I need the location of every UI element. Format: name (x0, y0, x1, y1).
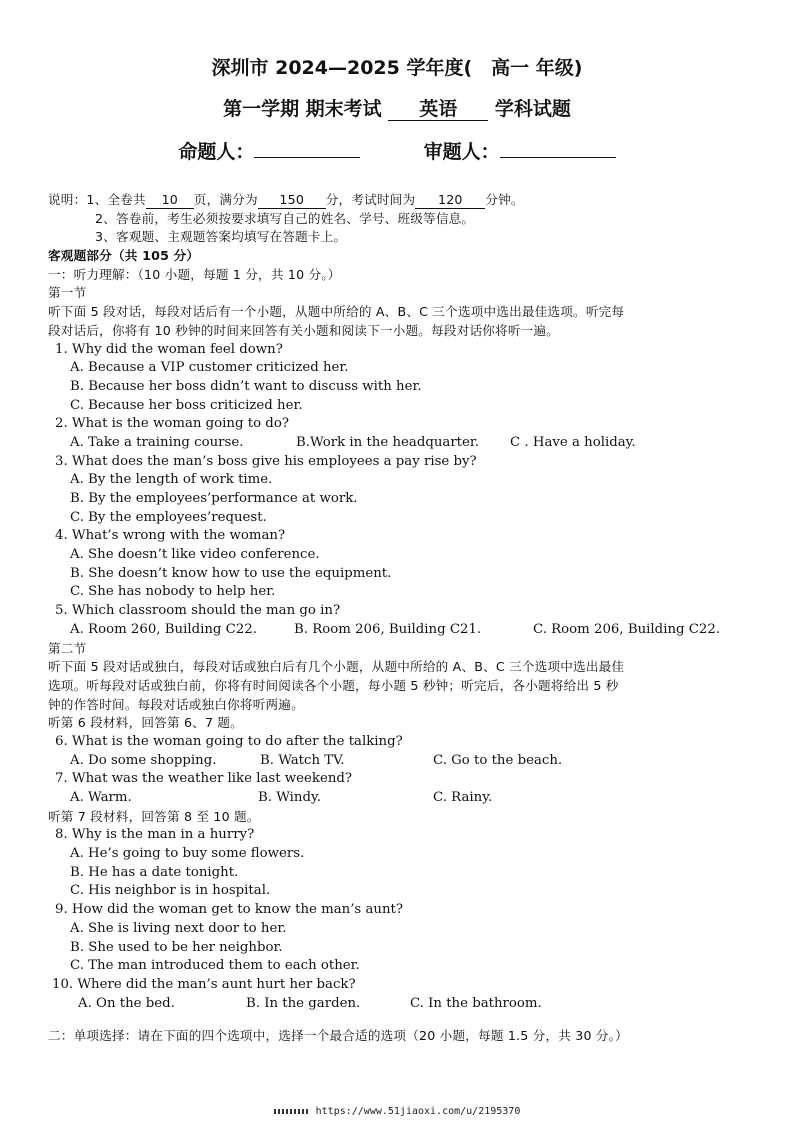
q4-option-b: B. She doesn’t know how to use the equipment. (70, 565, 392, 581)
question-2: 2. What is the woman going to do? (55, 416, 289, 432)
score-blank: 150 (258, 192, 326, 209)
q4-option-c: C. She has nobody to help her. (70, 584, 276, 600)
q2-option-c: C . Have a holiday. (510, 434, 636, 450)
section2-label: 第二节 (48, 640, 87, 656)
q1-option-c: C. Because her boss criticized her. (70, 397, 303, 413)
q9-option-b: B. She used to be her neighbor. (70, 939, 283, 955)
subtitle-prefix: 第一学期 期末考试 (223, 98, 389, 120)
instruction-1: 说明：1、全卷共 10 页，满分为 150 分，考试时间为 120 分钟。 (48, 192, 524, 207)
instruction-3: 3、客观题、主观题答案均填写在答题卡上。 (95, 229, 347, 245)
q5-options (48, 621, 748, 640)
q7-option-c: C. Rainy. (433, 790, 493, 805)
q10-options (48, 995, 748, 1014)
setter-blank (254, 157, 360, 158)
question-9: 9. How did the woman get to know the man’s aunt? (55, 902, 404, 918)
q8-option-a: A. He’s going to buy some flowers. (70, 846, 305, 862)
q6-options (48, 752, 748, 771)
section2-desc-3: 钟的作答时间。每段对话或独白你将听两遍。 (48, 696, 304, 712)
subtitle-suffix: 学科试题 (494, 98, 571, 120)
author-line (0, 139, 794, 165)
q2-option-b: B.Work in the headquarter. (296, 434, 480, 450)
q10-option-b: B. In the garden. (246, 995, 361, 1011)
part2-title: 二：单项选择：请在下面的四个选项中，选择一个最合适的选项（20 小题，每题 1.5 分，共 30 分。） (48, 1028, 628, 1044)
question-4: 4. What’s wrong with the woman? (55, 528, 286, 544)
q7-option-b: B. Windy. (258, 790, 321, 805)
subject-blank: 英语 (388, 98, 488, 121)
pages-blank: 10 (146, 192, 194, 209)
q8-option-b: B. He has a date tonight. (70, 864, 239, 880)
q4-option-a: A. She doesn’t like video conference. (70, 547, 320, 563)
section1-desc-1: 听下面 5 段对话，每段对话后有一个小题，从题中所给的 A、B、C 三个选项中选出最佳选项。听完每 (48, 304, 625, 320)
q7-option-a: A. Warm. (70, 790, 132, 805)
exam-body (48, 191, 748, 1046)
q6-option-a: A. Do some shopping. (70, 752, 217, 768)
q9-option-a: A. She is living next door to her. (70, 920, 287, 936)
q1-option-a: A. Because a VIP customer criticized her. (70, 360, 349, 376)
q5-option-a: A. Room 260, Building C22. (70, 621, 257, 637)
exam-subtitle (0, 96, 794, 122)
q5-option-c: C. Room 206, Building C22. (533, 621, 721, 637)
reviewer-label: 审题人： (423, 141, 500, 163)
q5-option-b: B. Room 206, Building C21. (294, 621, 482, 637)
watermark-logo-icon (274, 1109, 310, 1114)
question-8: 8. Why is the man in a hurry? (55, 827, 255, 843)
q6-option-b: B. Watch TV. (260, 752, 345, 768)
setter-label: 命题人： (178, 141, 255, 163)
q2-option-a: A. Take a training course. (70, 434, 244, 450)
reviewer-blank (500, 157, 616, 158)
question-6: 6. What is the woman going to do after the talking? (55, 733, 403, 749)
question-1: 1. Why did the woman feel down? (55, 341, 283, 357)
q1-option-b: B. Because her boss didn’t want to discuss with her. (70, 378, 422, 394)
exam-title: 深圳市 2024—2025 学年度( 高一 年级) (211, 57, 583, 79)
instruction-2: 2、答卷前，考生必须按要求填写自己的姓名、学号、班级等信息。 (95, 210, 475, 226)
q6-option-c: C. Go to the beach. (433, 752, 563, 768)
q3-option-a: A. By the length of work time. (70, 472, 273, 488)
material-7-label: 听第 7 段材料，回答第 8 至 10 题。 (48, 808, 260, 824)
q3-option-c: C. By the employees’request. (70, 509, 267, 525)
q9-option-c: C. The man introduced them to each other. (70, 958, 360, 974)
footer-url[interactable]: https://www.51jiaoxi.com/u/2195370 (315, 1106, 521, 1117)
objective-section-title: 客观题部分（共 105 分） (48, 248, 200, 264)
q8-option-c: C. His neighbor is in hospital. (70, 883, 271, 899)
question-3: 3. What does the man’s boss give his employees a pay rise by? (55, 453, 477, 469)
question-5: 5. Which classroom should the man go in? (55, 603, 341, 619)
section1-desc-2: 段对话后，你将有 10 秒钟的时间来回答有关小题和阅读下一小题。每段对话你将听一遍。 (48, 322, 559, 338)
section2-desc-2: 选项。听每段对话或独白前，你将有时间阅读各个小题，每小题 5 秒钟；听完后，各小题将给出 5 秒 (48, 677, 619, 693)
question-7: 7. What was the weather like last weekend? (55, 771, 353, 787)
material-6-label: 听第 6 段材料，回答第 6、7 题。 (48, 715, 243, 731)
q7-options (48, 789, 748, 808)
q10-option-c: C. In the bathroom. (410, 995, 542, 1011)
q3-option-b: B. By the employees’performance at work. (70, 491, 358, 506)
minutes-blank: 120 (415, 192, 485, 209)
section1-label: 第一节 (48, 285, 87, 301)
section2-desc-1: 听下面 5 段对话或独白，每段对话或独白后有几个小题，从题中所给的 A、B、C 三个选项中选出最佳 (48, 659, 625, 675)
part1-title: 一：听力理解：（10 小题，每题 1 分，共 10 分。） (48, 266, 341, 282)
q10-option-a: A. On the bed. (78, 995, 175, 1011)
footer-watermark (0, 1106, 794, 1117)
question-10: 10. Where did the man’s aunt hurt her back? (52, 976, 356, 992)
q2-options (48, 434, 748, 453)
